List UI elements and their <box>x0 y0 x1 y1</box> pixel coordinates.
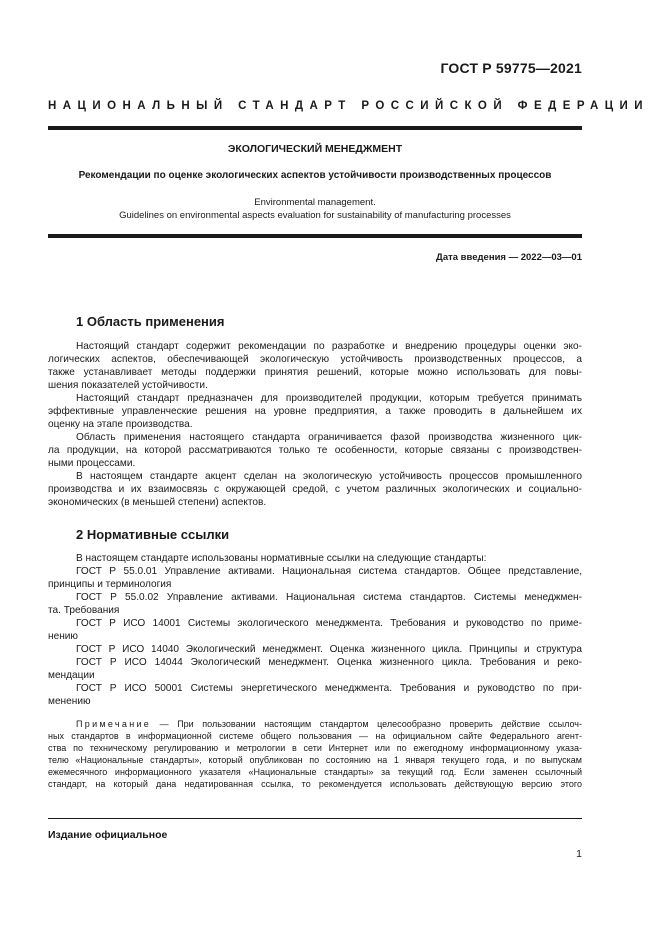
page-number: 1 <box>576 848 582 860</box>
note-label: Примечание <box>76 719 152 729</box>
s1-line: ла продукции, на которой рассматриваются только те особенности, которые связаны с производствен- <box>48 445 582 456</box>
s1-line: Область применения настоящего стандарта ограничивается фазой производства жизненного цик- <box>76 432 582 443</box>
english-title-line1: Environmental management. <box>254 197 376 208</box>
s2-line: ГОСТ Р ИСО 50001 Системы энергетического менеджмента. Требования и руководство по при- <box>76 683 582 694</box>
s1-line: также устанавливает методы поддержки принятия решений, которые можно использовать для повы- <box>48 367 582 378</box>
s1-line: экономических (в меньшей степени) аспектов. <box>48 497 267 508</box>
s2-line: принципы и терминология <box>48 579 172 590</box>
s1-line: производства и их взаимосвязь с окружающей средой, с учетом различных экологических и социально- <box>48 484 582 495</box>
s2-line: ГОСТ Р ИСО 14044 Экологический менеджмент. Оценка жизненного цикла. Требования и реко- <box>76 657 582 668</box>
s1-line: логических аспектов, обеспечивающей экологическую устойчивость производственных процессов, а <box>48 354 582 365</box>
top-divider <box>48 126 582 130</box>
note-line: телю «Национальные стандарты», который опубликован по состоянию на 1 января текущего года, и по выпускам <box>48 755 582 765</box>
s2-line: ГОСТ Р 55.0.01 Управление активами. Национальная система стандартов. Общее представление, <box>76 566 582 577</box>
english-title <box>48 196 582 222</box>
s2-line: ГОСТ Р 55.0.02 Управление активами. Национальная система стандартов. Системы менеджмен- <box>76 592 582 603</box>
note-line: стандарт, на который дана недатированная ссылка, то рекомендуется использовать действующую версию этого <box>48 779 582 789</box>
s2-line: ГОСТ Р ИСО 14001 Системы экологического менеджмента. Требования и руководство по приме- <box>76 618 582 629</box>
note-line <box>76 718 582 730</box>
s1-line: эффективные управленческие решения на уровне предприятия, а также проводить в дальнейшем их <box>48 406 582 417</box>
s2-line: В настоящем стандарте использованы нормативные ссылки на следующие стандарты: <box>76 553 487 564</box>
footer-divider <box>48 818 582 819</box>
official-edition-label: Издание официальное <box>48 829 168 841</box>
s2-line: менению <box>48 696 91 707</box>
s1-line: В настоящем стандарте акцент сделан на экологическую устойчивость процессов промышленного <box>76 471 582 482</box>
document-subtitle: Рекомендации по оценке экологических аспектов устойчивости производственных процессов <box>78 170 552 181</box>
s1-line: оценку на этапе производства. <box>48 419 193 430</box>
s2-line: та. Требования <box>48 605 120 616</box>
note-line1-text: — При пользовании настоящим стандартом целесообразно проверить действие ссылоч- <box>151 719 582 729</box>
title-divider <box>48 234 582 238</box>
s1-line: Настоящий стандарт предназначен для производителей продукции, которым требуется принимать <box>76 393 582 404</box>
national-standard-banner: НАЦИОНАЛЬНЫЙ СТАНДАРТ РОССИЙСКОЙ ФЕДЕРАЦИИ <box>48 100 649 112</box>
s2-line: нению <box>48 631 78 642</box>
document-title: ЭКОЛОГИЧЕСКИЙ МЕНЕДЖМЕНТ <box>227 143 403 155</box>
s1-line: Настоящий стандарт содержит рекомендации по разработке и внедрению процедуры оценки эко- <box>76 341 582 352</box>
note-line: ежемесячного информационного указателя «Национальные стандарты» за текущий год. Если заменен ссылочный <box>48 767 582 777</box>
english-title-line2: Guidelines on environmental aspects evaluation for sustainability of manufacturing processes <box>119 210 511 221</box>
note-line: ных стандартов в информационной системе общего пользования — на официальном сайте Федерального агент- <box>48 731 582 741</box>
s2-line: мендации <box>48 670 95 681</box>
introduction-date: Дата введения — 2022—03—01 <box>436 252 582 263</box>
section-1-heading: 1 Область применения <box>76 314 225 329</box>
s1-line: ными процессами. <box>48 458 136 469</box>
note-line: ства по техническому регулированию и метрологии в сети Интернет или по ежегодному информационному указа- <box>48 743 582 753</box>
section-2-heading: 2 Нормативные ссылки <box>76 527 230 542</box>
s2-line: ГОСТ Р ИСО 14040 Экологический менеджмент. Оценка жизненного цикла. Принципы и структура <box>76 644 582 655</box>
s1-line: шения показателей устойчивости. <box>48 380 208 391</box>
standard-number: ГОСТ Р 59775—2021 <box>440 60 582 76</box>
